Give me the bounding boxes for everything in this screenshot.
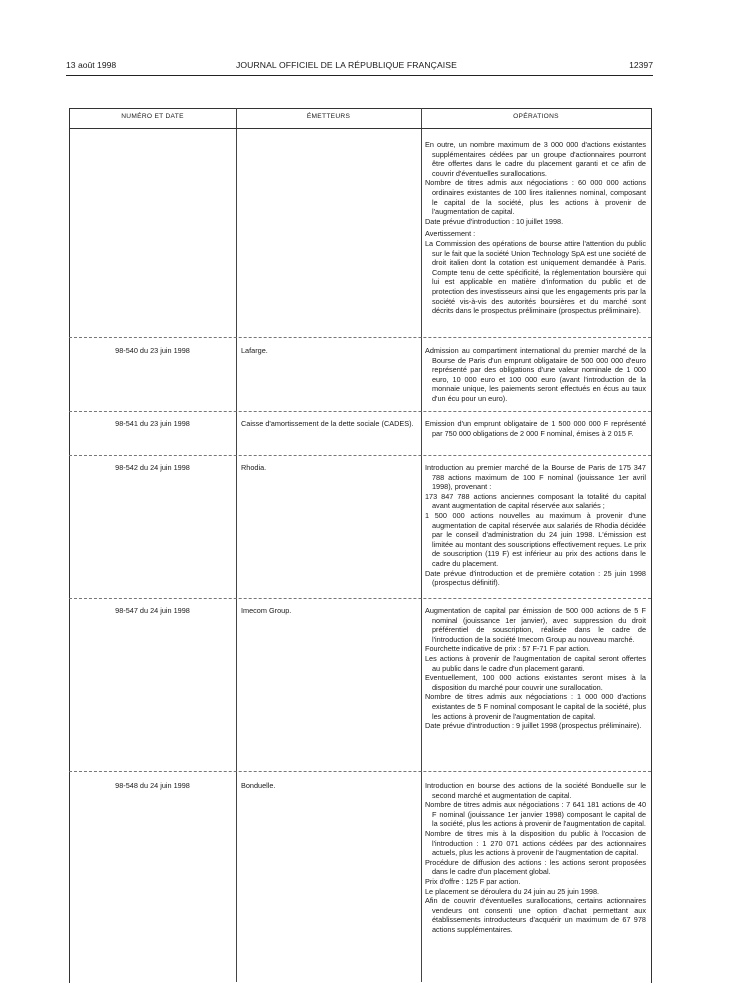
column-divider-1 (236, 108, 237, 982)
operation-paragraph: 1 500 000 actions nouvelles au maximum à provenir d'une augmentation de capital réservée aux salariés de Rhodia décidée par le conseil d'administration du 24 juin 1998. L'émission est limitée au montant des souscriptions effectivement reçues. Le prix de souscription (119 F) est inférieur au prix des actions dans le cadre du placement. (425, 510, 646, 568)
row-issuer: Lafarge. (241, 346, 268, 355)
row-operations (425, 419, 646, 438)
row-separator (69, 598, 651, 599)
operation-paragraph: Les actions à provenir de l'augmentation de capital seront offertes au public dans le cadre d'un placement garanti. (425, 653, 646, 673)
row-separator (69, 455, 651, 456)
operation-paragraph: Augmentation de capital par émission de 500 000 actions de 5 F nominal (jouissance 1er janvier), avec suppression du droit préférentiel de souscription, réalisée dans le cadre de l'introduction de la société Imecom Group au nouveau marché. (425, 606, 646, 644)
operation-paragraph: Eventuellement, 100 000 actions existantes seront mises à la disposition du marché pour couvrir une surallocation. (425, 673, 646, 692)
page-header (66, 60, 653, 74)
row-operations (425, 346, 646, 404)
operation-paragraph: Nombre de titres admis aux négociations : 7 641 181 actions de 40 F nominal (jouissance 1er janvier 1998) composant le capital de la société, plus les actions à provenir de l'augmentation de capital. (425, 800, 646, 829)
column-divider-2 (421, 108, 422, 982)
operation-paragraph: Emission d'un emprunt obligataire de 1 500 000 000 F représenté par 750 000 obligations de 2 000 F nominal, émises à 2 015 F. (425, 419, 646, 438)
table-header-rule (69, 128, 651, 129)
row-separator (69, 771, 651, 772)
row-issuer: Imecom Group. (241, 606, 292, 615)
operation-paragraph: En outre, un nombre maximum de 3 000 000 d'actions existantes supplémentaires cédées par un groupe d'actionnaires pourront être offertes dans le cadre du placement garanti et ce afin de couvrir d'éventuelles surallocations. (425, 140, 646, 178)
row-issuer: Caisse d'amortissement de la dette sociale (CADES). (241, 419, 414, 428)
column-header-emetteurs: ÉMETTEURS (306, 113, 351, 120)
header-page-number: 12397 (629, 60, 653, 70)
operation-paragraph: Le placement se déroulera du 24 juin au 25 juin 1998. (425, 886, 600, 896)
row-number-date: 98-540 du 23 juin 1998 (115, 346, 190, 355)
row-number-date: 98-547 du 24 juin 1998 (115, 606, 190, 615)
operation-paragraph: Prix d'offre : 125 F par action. (425, 876, 521, 886)
operation-paragraph: Avertissement : (425, 229, 476, 239)
row-separator (69, 337, 651, 338)
column-header-operations: OPÉRATIONS (513, 113, 559, 120)
operation-paragraph: Fourchette indicative de prix : 57 F-71 F par action. (425, 644, 591, 654)
row-number-date: 98-541 du 23 juin 1998 (115, 419, 190, 428)
operation-paragraph: Procédure de diffusion des actions : les actions seront proposées dans le cadre d'un placement global. (425, 857, 646, 877)
operation-paragraph: Date prévue d'introduction : 9 juillet 1998 (prospectus préliminaire). (425, 721, 642, 731)
operation-paragraph: Introduction en bourse des actions de la société Bonduelle sur le second marché et augmentation de capital. (425, 781, 646, 800)
operation-paragraph: 173 847 788 actions anciennes composant la totalité du capital avant augmentation de capital réservée aux salariés ; (425, 491, 646, 511)
row-issuer: Bonduelle. (241, 781, 276, 790)
row-issuer: Rhodia. (241, 463, 267, 472)
row-operations (425, 463, 646, 588)
row-separator (69, 411, 651, 412)
operation-paragraph: Introduction au premier marché de la Bourse de Paris de 175 347 788 actions maximum de 100 F nominal (jouissance 1er avril 1998), provenant : (425, 463, 646, 492)
operation-paragraph: Date prévue d'introduction : 10 juillet 1998. (425, 216, 564, 226)
header-journal-title: JOURNAL OFFICIEL DE LA RÉPUBLIQUE FRANÇAISE (236, 60, 457, 70)
operation-paragraph: Nombre de titres admis aux négociations : 1 000 000 d'actions existantes de 5 F nominal composant le capital de la société, plus les actions à provenir de l'augmentation de capital. (425, 692, 646, 721)
row-number-date: 98-548 du 24 juin 1998 (115, 781, 190, 790)
operation-paragraph: Date prévue d'introduction et de première cotation : 25 juin 1998 (prospectus définitif). (425, 568, 646, 588)
column-header-numero: NUMÉRO ET DATE (121, 113, 184, 120)
operation-paragraph: La Commission des opérations de bourse attire l'attention du public sur le fait que la société Union Technology SpA est une société de droit italien dont la cotation est uniquement demandée à Paris. Compte tenu de cette spécificité, la réglementation boursière qui lui est applicable en matière d'information du public et de protection des investisseurs ainsi que les engagements pris par la société vis-à-vis des autorités boursières et du marché sont décrits dans le prospectus préliminaire (prospectus préliminaire). (425, 238, 646, 316)
operation-paragraph: Afin de couvrir d'éventuelles surallocations, certains actionnaires vendeurs ont consenti une option d'achat permettant aux établissements introducteurs d'acquérir un maximum de 67 978 actions supplémentaires. (425, 896, 646, 934)
header-date: 13 août 1998 (66, 60, 117, 70)
header-rule (66, 75, 653, 76)
row-operations (425, 606, 646, 731)
row-operations (425, 140, 646, 316)
row-number-date: 98-542 du 24 juin 1998 (115, 463, 190, 472)
operation-paragraph: Nombre de titres mis à la disposition du public à l'occasion de l'introduction : 1 270 071 actions cédées par des actionnaires actuels, plus les actions à provenir de l'augmentation de capital. (425, 828, 646, 858)
operation-paragraph: Nombre de titres admis aux négociations : 60 000 000 actions ordinaires existantes de 100 lires italiennes nominal, composant le capital de la société, plus les actions à provenir de l'augmentation de capital. (425, 178, 646, 217)
operation-paragraph: Admission au compartiment international du premier marché de la Bourse de Paris d'un emprunt obligataire de 500 000 000 d'euro représenté par des obligations d'une valeur nominale de 1 000 euro, 10 000 euro et 100 000 euro (avant l'introduction de la monnaie unique, les paiements seront effectués en écus au taux d'un écu pour un euro). (425, 346, 646, 403)
row-operations (425, 781, 646, 935)
